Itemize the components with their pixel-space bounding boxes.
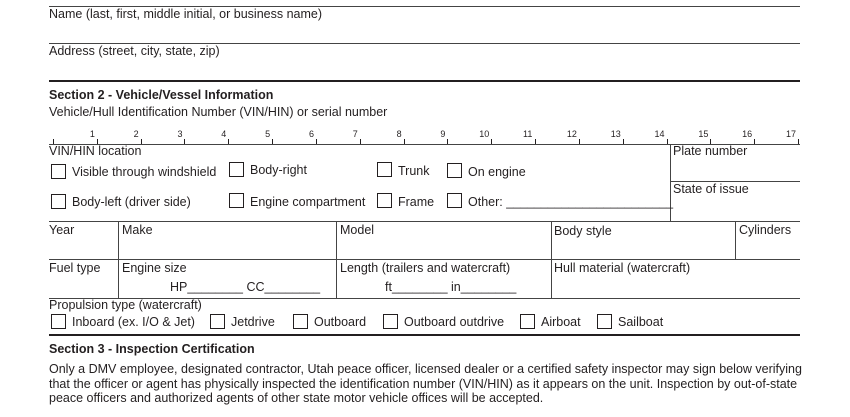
make-field[interactable] bbox=[119, 238, 335, 258]
sailboat-label: Sailboat bbox=[618, 315, 664, 329]
windshield-label: Visible through windshield bbox=[72, 165, 217, 179]
vin-position-number: 8 bbox=[396, 129, 402, 139]
vin-position-number: 2 bbox=[133, 129, 139, 139]
length-label: Length (trailers and watercraft) bbox=[340, 261, 511, 275]
inboard-label: Inboard (ex. I/O & Jet) bbox=[72, 315, 195, 329]
engine-size-units[interactable]: HP________ CC________ bbox=[170, 280, 321, 294]
length-units[interactable]: ft________ in________ bbox=[385, 280, 517, 294]
trunk-checkbox[interactable] bbox=[377, 162, 392, 177]
trunk-label: Trunk bbox=[398, 164, 430, 178]
inboard-checkbox[interactable] bbox=[51, 314, 66, 329]
fuel-type-label: Fuel type bbox=[49, 261, 101, 275]
make-label: Make bbox=[122, 223, 153, 237]
vin-position-number: 16 bbox=[742, 129, 753, 139]
address-label: Address (street, city, state, zip) bbox=[49, 44, 220, 58]
on-engine-label: On engine bbox=[468, 165, 526, 179]
other-label: Other: ________________________ bbox=[468, 195, 674, 209]
vin-label: Vehicle/Hull Identification Number (VIN/HIN) or serial number bbox=[49, 105, 388, 119]
cylinders-field[interactable] bbox=[736, 238, 800, 258]
vin-position-number: 4 bbox=[221, 129, 227, 139]
vin-location-label: VIN/HIN location bbox=[49, 144, 142, 158]
hull-material-field[interactable] bbox=[552, 276, 800, 296]
vin-position-number: 7 bbox=[352, 129, 358, 139]
body-right-label: Body-right bbox=[250, 163, 307, 177]
vin-position-number: 1 bbox=[89, 129, 95, 139]
make-model-divider bbox=[336, 221, 337, 299]
frame-checkbox[interactable] bbox=[377, 193, 392, 208]
outboard-outdrive-label: Outboard outdrive bbox=[404, 315, 505, 329]
vin-position-number: 13 bbox=[610, 129, 621, 139]
outboard-checkbox[interactable] bbox=[293, 314, 308, 329]
body-right-checkbox[interactable] bbox=[229, 162, 244, 177]
vin-position-number: 5 bbox=[265, 129, 271, 139]
outboard-outdrive-checkbox[interactable] bbox=[383, 314, 398, 329]
engine-size-label: Engine size bbox=[122, 261, 187, 275]
plate-divider bbox=[670, 144, 671, 221]
hull-material-label: Hull material (watercraft) bbox=[554, 261, 691, 275]
year-field[interactable] bbox=[49, 238, 117, 258]
propulsion-label: Propulsion type (watercraft) bbox=[49, 298, 202, 312]
outboard-label: Outboard bbox=[314, 315, 367, 329]
plate-number-label: Plate number bbox=[673, 144, 748, 158]
body-style-field[interactable] bbox=[552, 238, 734, 258]
vin-position-number: 10 bbox=[479, 129, 490, 139]
sailboat-checkbox[interactable] bbox=[597, 314, 612, 329]
name-field[interactable] bbox=[49, 22, 800, 42]
body-style-label: Body style bbox=[554, 224, 612, 238]
engine-compartment-checkbox[interactable] bbox=[229, 193, 244, 208]
vin-position-number: 9 bbox=[440, 129, 446, 139]
body-left-label: Body-left (driver side) bbox=[72, 195, 191, 209]
vin-position-number: 6 bbox=[308, 129, 314, 139]
model-field[interactable] bbox=[337, 238, 550, 258]
state-of-issue-label: State of issue bbox=[673, 182, 749, 196]
section2-title: Section 2 - Vehicle/Vessel Information bbox=[49, 88, 274, 102]
cylinders-label: Cylinders bbox=[739, 223, 792, 237]
jetdrive-checkbox[interactable] bbox=[210, 314, 225, 329]
vin-input[interactable] bbox=[53, 128, 798, 145]
vin-position-number: 11 bbox=[523, 129, 533, 139]
frame-label: Frame bbox=[398, 195, 435, 209]
vin-position-number: 14 bbox=[654, 129, 665, 139]
other-checkbox[interactable] bbox=[447, 193, 462, 208]
name-label: Name (last, first, middle initial, or business name) bbox=[49, 7, 323, 21]
vin-position-number: 15 bbox=[698, 129, 709, 139]
airboat-checkbox[interactable] bbox=[520, 314, 535, 329]
year-make-divider bbox=[118, 221, 119, 299]
jetdrive-label: Jetdrive bbox=[231, 315, 275, 329]
vin-position-number: 17 bbox=[786, 129, 797, 139]
section3-title: Section 3 - Inspection Certification bbox=[49, 342, 255, 356]
year-row-rule bbox=[49, 221, 800, 222]
body-left-checkbox[interactable] bbox=[51, 194, 66, 209]
airboat-label: Airboat bbox=[541, 315, 581, 329]
fuel-row-rule bbox=[49, 259, 800, 260]
vin-position-number: 3 bbox=[177, 129, 183, 139]
on-engine-checkbox[interactable] bbox=[447, 163, 462, 178]
address-field[interactable] bbox=[49, 59, 800, 79]
fuel-type-field[interactable] bbox=[49, 276, 117, 296]
model-label: Model bbox=[340, 223, 375, 237]
engine-compartment-label: Engine compartment bbox=[250, 195, 366, 209]
section2-rule bbox=[49, 80, 800, 82]
state-of-issue-field[interactable] bbox=[673, 198, 800, 218]
section3-rule bbox=[49, 334, 800, 336]
windshield-checkbox[interactable] bbox=[51, 164, 66, 179]
section3-text: Only a DMV employee, designated contractor, Utah peace officer, licensed dealer or a certified safety inspector may sign below verifying that the officer or agent has physically inspected the identification number (VIN/HIN) as it appears on the unit. Inspection by out-of-state peace officers and authorized agents of other state motor vehicle offices will be accepted. bbox=[49, 362, 802, 405]
plate-number-field[interactable] bbox=[673, 160, 800, 180]
year-label: Year bbox=[49, 223, 75, 237]
vin-position-number: 12 bbox=[566, 129, 577, 139]
